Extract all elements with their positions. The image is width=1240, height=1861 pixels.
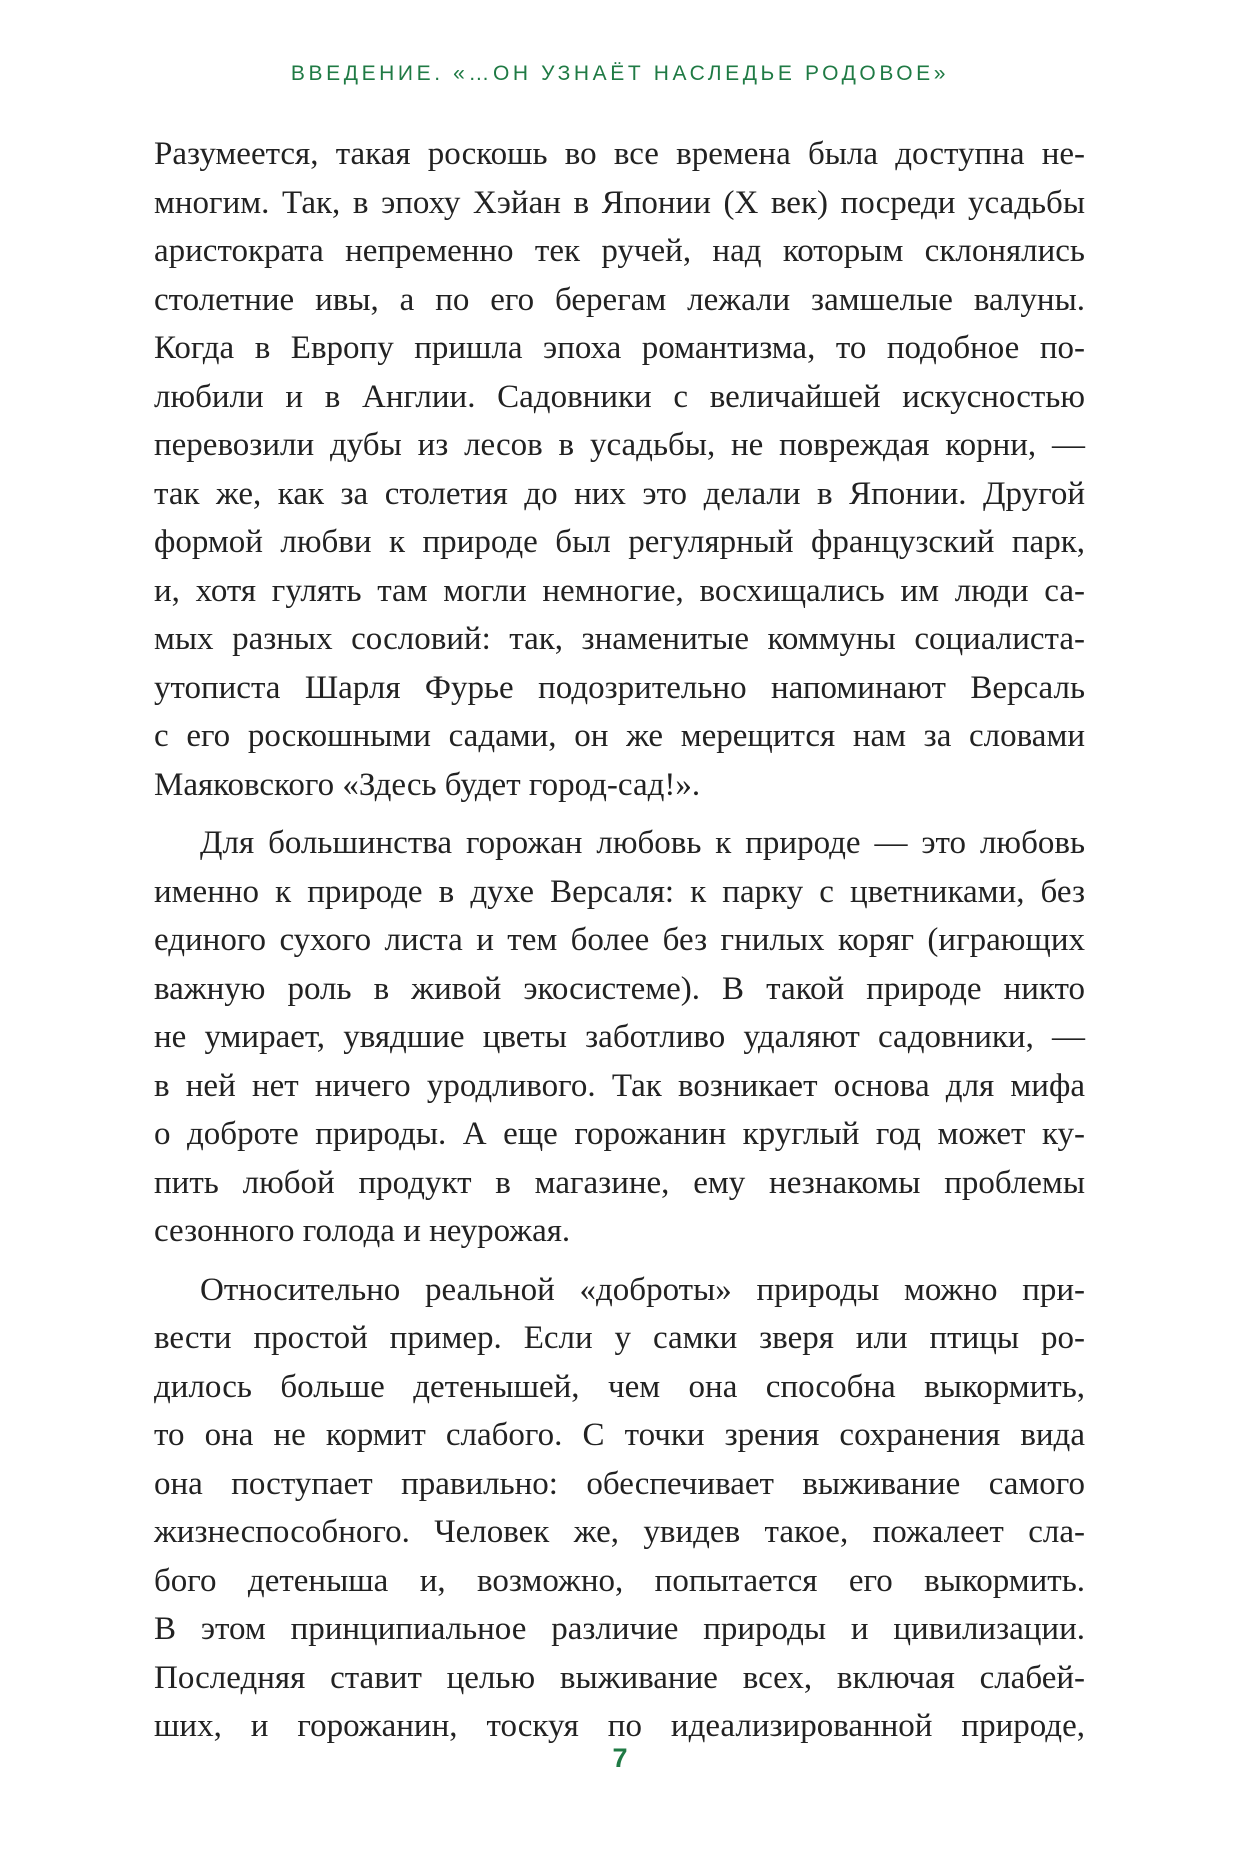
text-line: утописта Шарля Фурье подозрительно напоминают Версаль [154, 669, 1085, 706]
text-line: именно к природе в духе Версаля: к парку с цветниками, без [154, 873, 1085, 910]
paragraph-3 [154, 1266, 1085, 1751]
text-line: так же, как за столетия до них это делали в Японии. Другой [154, 475, 1085, 512]
text-line: бого детеныша и, возможно, попытается его выкормить. [154, 1562, 1085, 1599]
text-line: Маяковского «Здесь будет город-сад!». [154, 766, 701, 803]
text-line: ших, и горожанин, тоскуя по идеализированной природе, [154, 1708, 1085, 1744]
text-line: она поступает правильно: обеспечивает выживание самого [154, 1465, 1085, 1502]
text-line: пить любой продукт в магазине, ему незнакомы проблемы [154, 1164, 1085, 1201]
text-line: вести простой пример. Если у самки зверя или птицы ро- [154, 1320, 1085, 1356]
text-line: столетние ивы, а по его берегам лежали замшелые валуны. [154, 281, 1085, 318]
text-line: Последняя ставит целью выживание всех, включая слабей- [154, 1659, 1085, 1696]
text-line: дилось больше детенышей, чем она способна выкормить, [154, 1368, 1085, 1405]
body-text [154, 130, 1085, 1751]
text-line: важную роль в живой экосистеме). В такой природе никто [154, 970, 1085, 1007]
text-line: о доброте природы. А еще горожанин круглый год может ку- [154, 1116, 1085, 1152]
text-line: и, хотя гулять там могли немногие, восхищались им люди са- [154, 572, 1085, 609]
text-line: Разумеется, такая роскошь во все времена была доступна не- [154, 136, 1085, 172]
text-line: любили и в Англии. Садовники с величайшей искусностью [154, 378, 1085, 415]
text-line: сезонного голода и неурожая. [154, 1213, 571, 1249]
text-line: В этом принципиальное различие природы и цивилизации. [154, 1611, 1085, 1647]
text-line: аристократа непременно тек ручей, над которым склонялись [154, 233, 1085, 269]
paragraph-1 [154, 130, 1085, 809]
text-line: мых разных сословий: так, знаменитые коммуны социалиста- [154, 621, 1085, 657]
text-line: Для большинства горожан любовь к природе — это любовь [200, 825, 1085, 861]
text-line: многим. Так, в эпоху Хэйан в Японии (X век) посреди усадьбы [154, 184, 1085, 221]
text-line: формой любви к природе был регулярный французский парк, [154, 524, 1085, 560]
text-line: перевозили дубы из лесов в усадьбы, не повреждая корни, — [154, 427, 1085, 463]
paragraph-2 [154, 819, 1085, 1256]
text-line: с его роскошными садами, он же мерещится нам за словами [154, 718, 1085, 754]
running-header: ВВЕДЕНИЕ. «…ОН УЗНАЁТ НАСЛЕДЬЕ РОДОВОЕ» [290, 62, 950, 85]
text-line: в ней нет ничего уродливого. Так возникает основа для мифа [154, 1067, 1085, 1104]
text-line: жизнеспособного. Человек же, увидев такое, пожалеет сла- [154, 1514, 1085, 1550]
text-line: Когда в Европу пришла эпоха романтизма, то подобное по- [154, 330, 1085, 366]
page-number: 7 [612, 1743, 628, 1773]
text-line: Относительно реальной «доброты» природы можно при- [200, 1271, 1085, 1308]
text-line: единого сухого листа и тем более без гнилых коряг (играющих [154, 922, 1085, 958]
text-line: то она не кормит слабого. С точки зрения сохранения вида [154, 1417, 1085, 1453]
text-line: не умирает, увядшие цветы заботливо удаляют садовники, — [154, 1019, 1085, 1055]
